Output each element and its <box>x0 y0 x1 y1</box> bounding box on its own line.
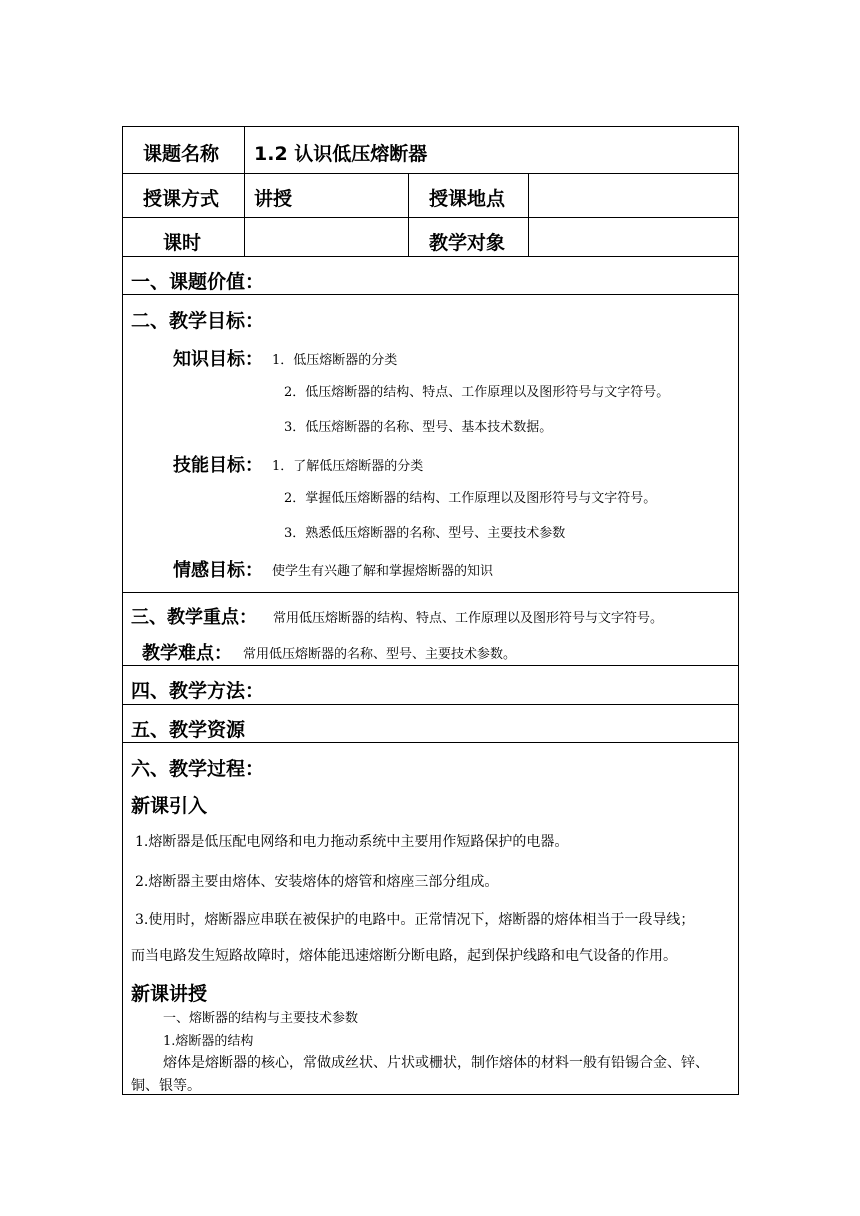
row-divider <box>123 704 738 705</box>
lecture-line: 一、熔断器的结构与主要技术参数 <box>163 1011 359 1026</box>
intro-item: 2.熔断器主要由熔体、安装熔体的熔管和熔座三部分组成。 <box>135 874 499 890</box>
row-divider <box>123 665 738 666</box>
skill-goal-item: 1．了解低压熔断器的分类 <box>272 459 424 474</box>
section-process-heading: 六、教学过程： <box>131 758 265 780</box>
difficulty-text: 常用低压熔断器的名称、型号、主要技术参数。 <box>243 647 517 662</box>
focus-text: 常用低压熔断器的结构、特点、工作原理以及图形符号与文字符号。 <box>273 611 664 626</box>
knowledge-goal-label: 知识目标： <box>173 349 263 370</box>
row-divider <box>123 294 738 295</box>
section-resources-heading: 五、教学资源 <box>131 719 246 741</box>
row-divider <box>123 173 738 174</box>
lesson-plan-table <box>122 126 739 1095</box>
knowledge-goal-item: 3．低压熔断器的名称、型号、基本技术数据。 <box>284 420 553 435</box>
intro-item: 3.使用时，熔断器应串联在被保护的电路中。正常情况下，熔断器的熔体相当于一段导线； <box>135 912 695 928</box>
focus-label: 三、教学重点： <box>131 607 257 628</box>
label-hours: 课时 <box>163 232 202 254</box>
label-audience: 教学对象 <box>429 232 506 254</box>
label-topic: 课题名称 <box>143 143 220 165</box>
topic-value: 1.2 认识低压熔断器 <box>254 143 428 165</box>
section-goals-heading: 二、教学目标： <box>131 310 265 332</box>
emotion-goal-label: 情感目标： <box>173 560 263 581</box>
knowledge-goal-item: 1．低压熔断器的分类 <box>272 353 398 368</box>
section-value-heading: 一、课题价值： <box>131 271 265 293</box>
skill-goal-item: 3．熟悉低压熔断器的名称、型号、主要技术参数 <box>284 526 566 541</box>
method-value: 讲授 <box>254 188 293 210</box>
skill-goal-item: 2．掌握低压熔断器的结构、工作原理以及图形符号与文字符号。 <box>284 491 657 506</box>
lecture-line: 熔体是熔断器的核心，常做成丝状、片状或栅状，制作熔体的材料一般有铅锡合金、锌、 <box>163 1055 709 1071</box>
col-divider <box>408 173 409 256</box>
label-place: 授课地点 <box>429 188 506 210</box>
intro-item: 而当电路发生短路故障时，熔体能迅速熔断分断电路，起到保护线路和电气设备的作用。 <box>131 948 677 964</box>
col-divider <box>528 173 529 256</box>
lecture-heading: 新课讲授 <box>131 983 208 1005</box>
row-divider <box>123 256 738 257</box>
section-method-heading: 四、教学方法： <box>131 680 265 702</box>
difficulty-label: 教学难点： <box>142 643 232 664</box>
skill-goal-label: 技能目标： <box>173 455 263 476</box>
intro-item: 1.熔断器是低压配电网络和电力拖动系统中主要用作短路保护的电器。 <box>135 834 569 850</box>
lecture-line: 铜、银等。 <box>131 1078 201 1094</box>
intro-heading: 新课引入 <box>131 795 208 817</box>
row-divider <box>123 742 738 743</box>
row-divider <box>123 592 738 593</box>
row-divider <box>123 217 738 218</box>
emotion-goal-text: 使学生有兴趣了解和掌握熔断器的知识 <box>272 564 494 579</box>
lecture-line: 1.熔断器的结构 <box>163 1034 254 1049</box>
col-divider <box>244 127 245 256</box>
knowledge-goal-item: 2．低压熔断器的结构、特点、工作原理以及图形符号与文字符号。 <box>284 385 670 400</box>
label-method: 授课方式 <box>143 188 220 210</box>
